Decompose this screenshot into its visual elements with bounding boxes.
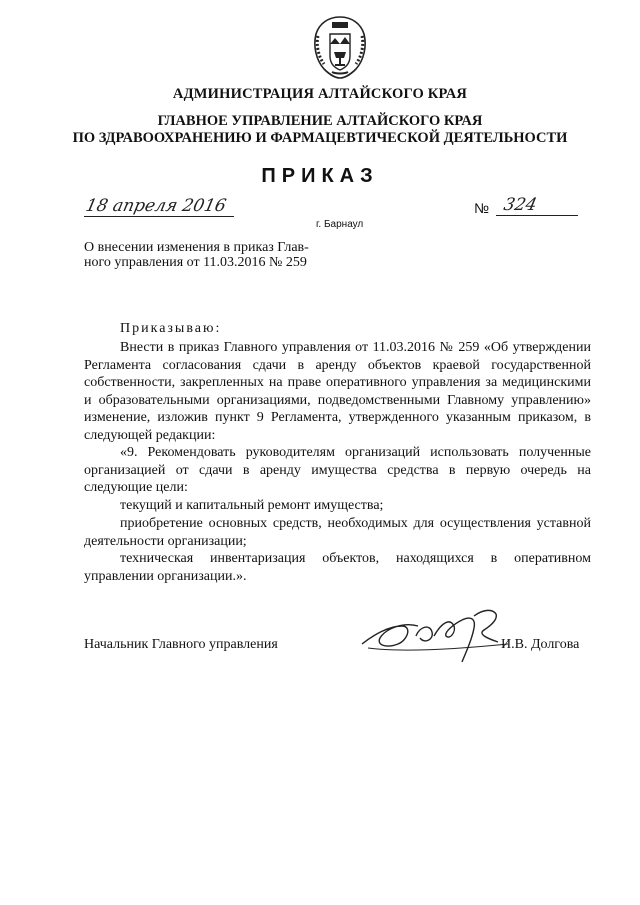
document-type-title: ПРИКАЗ (261, 165, 379, 187)
administration-title: АДМИНИСТРАЦИЯ АЛТАЙСКОГО КРАЯ (172, 86, 468, 102)
list-item-2: приобретение основных средств, необходимых для осуществления уставной деятельности организации; (84, 516, 591, 549)
number-label: № (474, 200, 490, 216)
body-paragraph-1: Внести в приказ Главного управления от 11.03.2016 № 259 «Об утверждении Регламента согласования сдачи в аренду объектов краевой государственной собственности, закрепленных на праве оперативного управления за медицинскими и образовательными организациями, подведомственными Главному управлению» изменение, изложив пункт 9 Регламента, утвержденного указанным приказом, в следующей редакции: (84, 340, 591, 443)
subject-line-2: ного управления от 11.03.2016 № 259 (84, 255, 307, 270)
date-underline (84, 216, 234, 217)
body-paragraph-2: «9. Рекомендовать руководителям организаций использовать полученные организацией от сдачи в аренду имущества средства в первую очередь на следующие цели: (84, 445, 591, 496)
handwritten-date: 18 апреля 2016 (83, 196, 228, 216)
department-title-line1: ГЛАВНОЕ УПРАВЛЕНИЕ АЛТАЙСКОГО КРАЯ (157, 113, 483, 129)
department-title-line2: ПО ЗДРАВООХРАНЕНИЮ И ФАРМАЦЕВТИЧЕСКОЙ ДЕЯТЕЛЬНОСТИ (72, 130, 568, 146)
signer-name: И.В. Долгова (501, 637, 580, 652)
list-item-3: техническая инвентаризация объектов, находящихся в оперативном управлении организации.». (84, 551, 591, 584)
coat-of-arms-icon (310, 14, 370, 80)
order-word: Приказываю: (120, 321, 222, 336)
subject-line-1: О внесении изменения в приказ Глав- (84, 240, 309, 255)
signature-icon (358, 596, 518, 670)
city-label: г. Барнаул (316, 219, 364, 230)
signer-position: Начальник Главного управления (84, 637, 278, 652)
number-underline (496, 215, 578, 216)
handwritten-number: 324 (501, 195, 539, 215)
list-item-1: текущий и капитальный ремонт имущества; (120, 498, 384, 513)
